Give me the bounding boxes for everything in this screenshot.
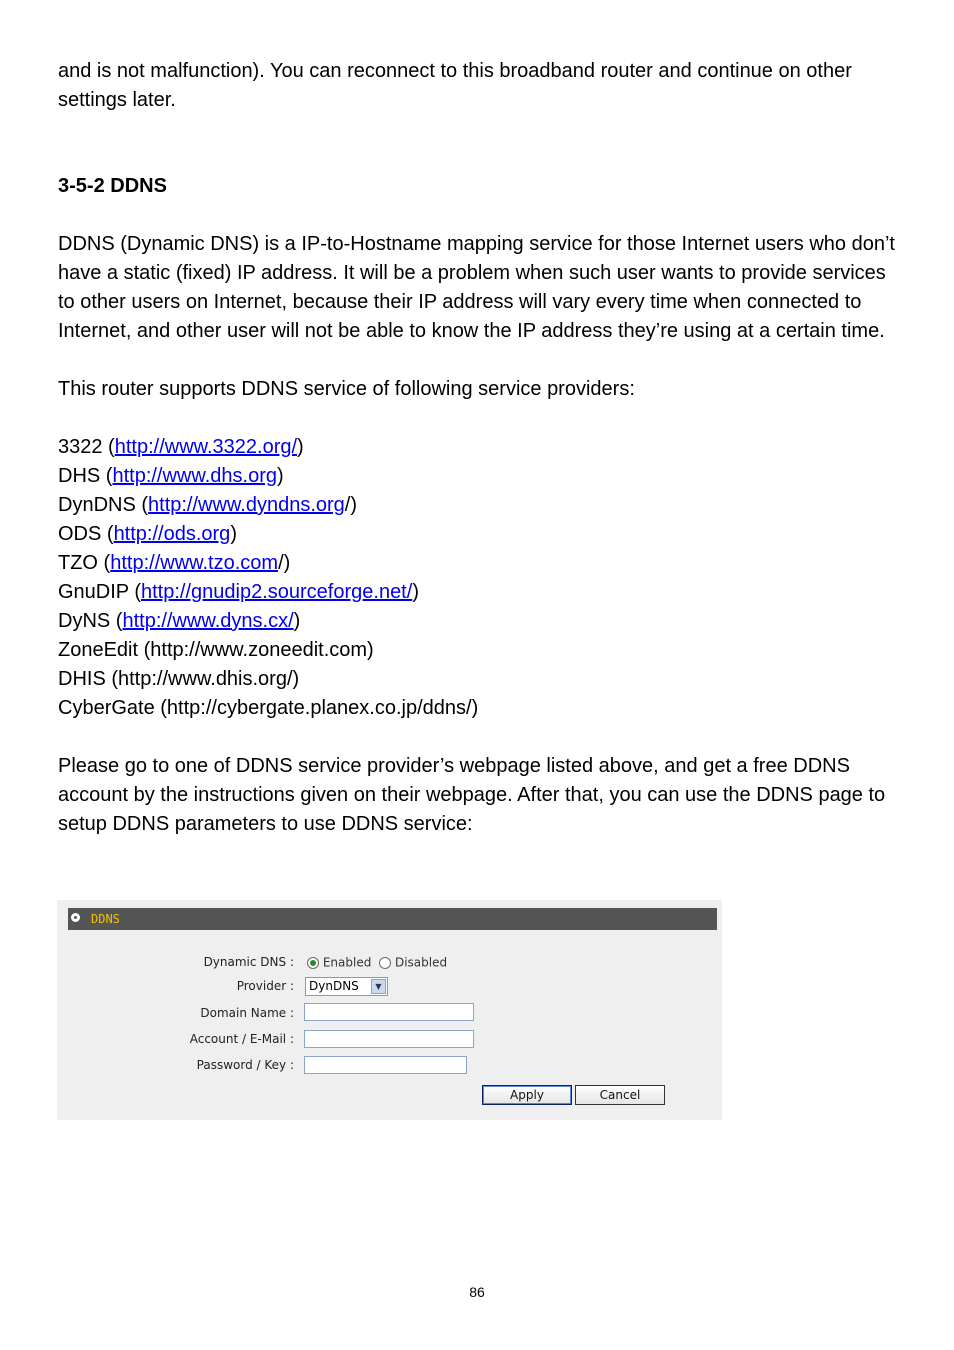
provider-item [58,491,898,520]
provider-text-suffix: ) [297,436,304,458]
support-text: This router supports DDNS service of following service providers: [58,378,635,400]
document-body [58,57,898,839]
panel-title: DDNS [91,912,120,926]
provider-text: GnuDIP ( [58,581,141,603]
password-input[interactable] [304,1056,467,1074]
provider-link[interactable]: http://www.3322.org/ [114,436,298,458]
chevron-down-icon[interactable]: ▼ [371,979,386,994]
provider-link[interactable]: http://www.dhs.org [112,465,277,487]
domain-name-input[interactable] [304,1003,474,1021]
domain-name-label: Domain Name : [200,1006,294,1020]
provider-text-suffix: /) [344,494,358,516]
apply-button[interactable]: Apply [482,1085,572,1105]
provider-text: ZoneEdit (http://www.zoneedit.com) [58,639,374,661]
provider-item [58,665,898,694]
provider-item [58,694,898,723]
provider-text: 3322 ( [58,436,115,458]
account-input[interactable] [304,1030,474,1048]
panel-header [68,908,717,930]
dynamic-dns-radio-group [307,955,447,970]
provider-item [58,520,898,549]
provider-text: DyNS ( [58,610,123,632]
bullet-icon [71,913,80,922]
enabled-label: Enabled [322,955,372,970]
dynamic-dns-label: Dynamic DNS : [203,955,294,969]
section-heading: 3-5-2 DDNS [58,175,167,197]
provider-item [58,607,898,636]
provider-selected-value: DynDNS [309,979,359,993]
cancel-button[interactable]: Cancel [575,1085,665,1105]
provider-text-suffix: /) [278,552,291,574]
provider-link[interactable]: http://ods.org [113,523,231,545]
provider-link[interactable]: http://www.dyndns.org [148,494,345,516]
provider-text: DynDNS ( [58,494,149,516]
ddns-settings-panel [57,900,722,1120]
instructions-paragraph: Please go to one of DDNS service provider’s webpage listed above, and get a free DDNS account by the instructions given on their webpage. After that, you can use the DDNS page to setup DDNS parameters to use DDNS service: [58,755,886,835]
provider-text: TZO ( [58,552,111,574]
disabled-radio[interactable] [379,957,391,969]
provider-text: DHS ( [58,465,113,487]
provider-text-suffix: ) [412,581,419,603]
provider-text: CyberGate (http://cybergate.planex.co.jp/ddns/) [58,697,479,719]
provider-text: ODS ( [58,523,114,545]
provider-link[interactable]: http://www.dyns.cx/ [122,610,294,632]
enabled-radio[interactable] [307,957,319,969]
provider-link[interactable]: http://www.tzo.com [110,552,279,574]
account-label: Account / E-Mail : [189,1032,294,1046]
provider-select[interactable] [305,977,388,996]
provider-text-suffix: ) [276,465,284,487]
provider-text-suffix: ) [230,523,237,545]
provider-item [58,549,898,578]
provider-item [58,433,898,462]
provider-item [58,636,898,665]
provider-text: DHIS (http://www.dhis.org/) [58,668,300,690]
provider-item [58,578,898,607]
provider-link[interactable]: http://gnudip2.sourceforge.net/ [141,581,413,603]
page-number: 86 [469,1284,485,1300]
provider-label: Provider : [236,979,294,993]
ddns-description: DDNS (Dynamic DNS) is a IP-to-Hostname mapping service for those Internet users who don’t have a static (fixed) IP address. It will be a problem when such user wants to provide services to other users on Internet, because their IP address will vary every time when connected to Internet, and other user will not be able to know the IP address they’re using at a certain time. [58,233,895,342]
provider-item [58,462,898,491]
provider-list [58,433,898,723]
password-label: Password / Key : [196,1058,294,1072]
intro-paragraph: and is not malfunction). You can reconnect to this broadband router and continue on other settings later. [58,60,852,111]
disabled-label: Disabled [394,955,448,970]
provider-text-suffix: ) [293,610,301,632]
